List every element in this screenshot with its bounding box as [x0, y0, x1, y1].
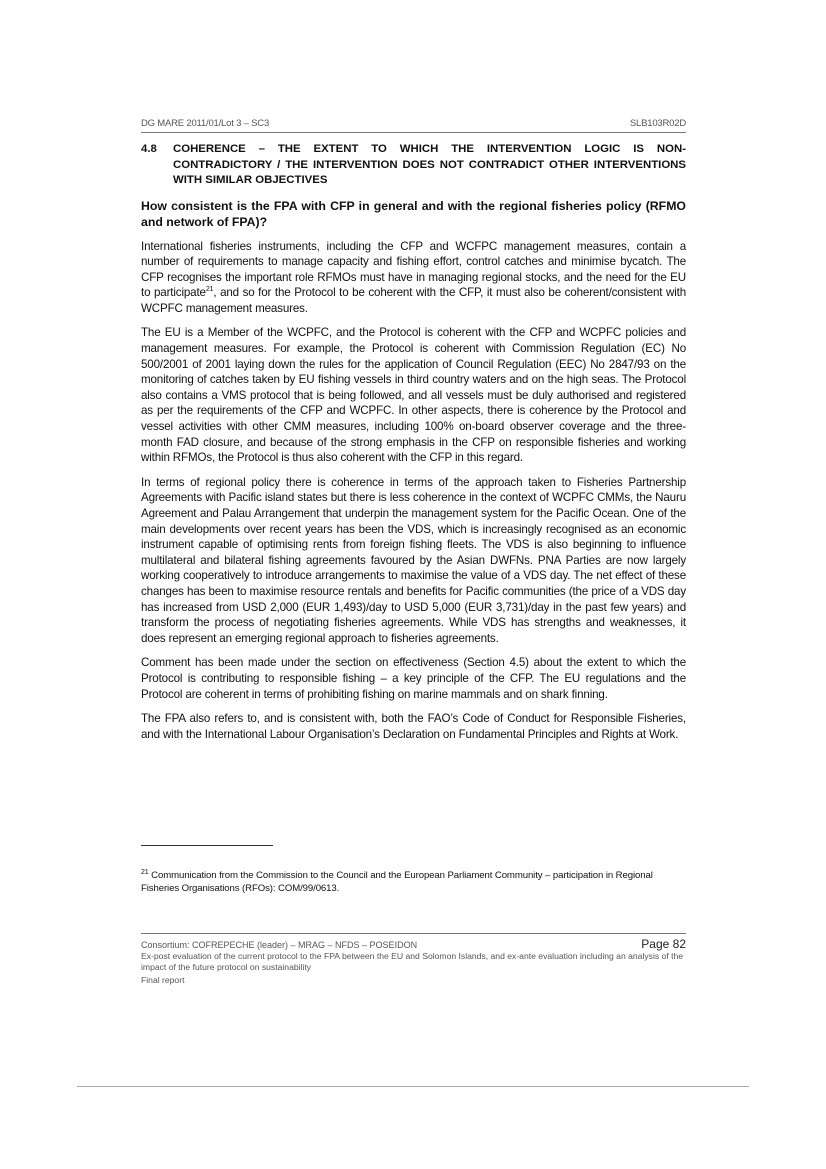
footnote-reference: 21: [205, 286, 214, 294]
footer-consortium: Consortium: COFREPECHE (leader) – MRAG – NFDS – POSEIDON: [141, 940, 418, 950]
footnote: [141, 869, 686, 895]
section-number: 4.8: [141, 143, 157, 155]
footer-top-row: [141, 937, 686, 951]
header-doc-code: SLB103R02D: [629, 118, 686, 129]
running-header: [141, 118, 686, 129]
paragraph-5: The FPA also refers to, and is consistent with, both the FAO’s Code of Conduct for Responsible Fisheries, and with the International Labour Organisation’s Declaration on Fundamental Principles and Rights at Work.: [141, 712, 686, 741]
section-heading: [141, 142, 686, 189]
header-project-ref: DG MARE 2011/01/Lot 3 – SC3: [141, 118, 270, 129]
paragraph-4: Comment has been made under the section on effectiveness (Section 4.5) about the extent to which the Protocol is contributing to responsible fishing – a key principle of the CFP. The EU regulations and the Protocol are coherent in terms of prohibiting fishing on marine mammals and on shark finning.: [141, 656, 686, 701]
footer-divider: [141, 933, 686, 934]
page-bottom-divider: [77, 1086, 749, 1087]
paragraph-3: In terms of regional policy there is coherence in terms of the approach taken to Fisheries Partnership Agreements with Pacific island states but there is less coherence in the context of WCPFC CMMs, the Nauru Agreement and Palau Arrangement that underpin the management system for the Pacific Ocean. One of the main developments over recent years has been the VDS, which is increasingly recognised as an economic instrument capable of optimising rents from foreign fishing fleets. The VDS is also beginning to influence multilateral and bilateral fishing agreements favoured by the Asian DWFNs. PNA Parties are now largely working cooperatively to introduce arrangements to maximise the value of a VDS day. The net effect of these changes has been to maximise resource rentals and benefits for Pacific communities (the price of a VDS day has increased from USD 2,000 (EUR 1,493)/day to USD 5,000 (EUR 3,731)/day in the past few years) and transform the process of negotiating fisheries agreements. While VDS has strengths and weaknesses, it does represent an emerging regional approach to fisheries agreements.: [141, 475, 686, 645]
page-footer: [141, 937, 686, 986]
evaluation-question: How consistent is the FPA with CFP in general and with the regional fisheries policy (RFMO and network of FPA)?: [141, 198, 686, 229]
header-divider: [141, 132, 686, 133]
main-content: [141, 142, 686, 742]
paragraph-1: [141, 239, 686, 317]
paragraph-2: The EU is a Member of the WCPFC, and the Protocol is coherent with the CFP and WCPFC policies and management measures. For example, the Protocol is coherent with Commission Regulation (EC) No 500/2001 of 2001 laying down the rules for the application of Council Regulation (EEC) No 2847/93 on the monitoring of catches taken by EU fishing vessels in third country waters and on the high seas. The Protocol also contains a VMS protocol that is being followed, and all vessels must be duly authorised and registered as per the requirements of the CFP and WCPFC. In other aspects, there is coherence by the Protocol and vessel activities with other CMM measures, including 100% on-board observer coverage and the three-month FAD closure, and because of the strong emphasis in the CFP on responsible fisheries and working within RFMOs, the Protocol is thus also coherent with the CFP in this regard.: [141, 326, 686, 465]
footnote-divider: [141, 845, 273, 846]
footnote-number: 21: [141, 868, 149, 876]
footer-description: Ex-post evaluation of the current protocol to the FPA between the EU and Solomon Islands, and ex-ante evaluation including an analysis of the impact of the future protocol on sustainability: [141, 951, 684, 972]
footnote-text: Communication from the Commission to the Council and the European Parliament Community – participation in Regional Fisheries Organisations (RFOs): COM/99/0613.: [141, 870, 653, 894]
paragraph-1-text-after: , and so for the Protocol to be coherent with the CFP, it must also be coherent/consistent with WCPFC management measures.: [141, 286, 687, 315]
page-number: Page 82: [641, 937, 686, 951]
section-title: COHERENCE – THE EXTENT TO WHICH THE INTERVENTION LOGIC IS NON-CONTRADICTORY / THE INTERVENTION DOES NOT CONTRADICT OTHER INTERVENTIONS WITH SIMILAR OBJECTIVES: [173, 143, 686, 186]
paragraph-1-text-before: International fisheries instruments, including the CFP and WCFPC management measures, contain a number of requirements to manage capacity and fishing effort, control catches and minimise bycatch. The CFP recognises the important role RFMOs must have in managing regional stocks, and the need for the EU to participate: [141, 239, 686, 300]
footer-final-report: Final report: [141, 975, 185, 985]
